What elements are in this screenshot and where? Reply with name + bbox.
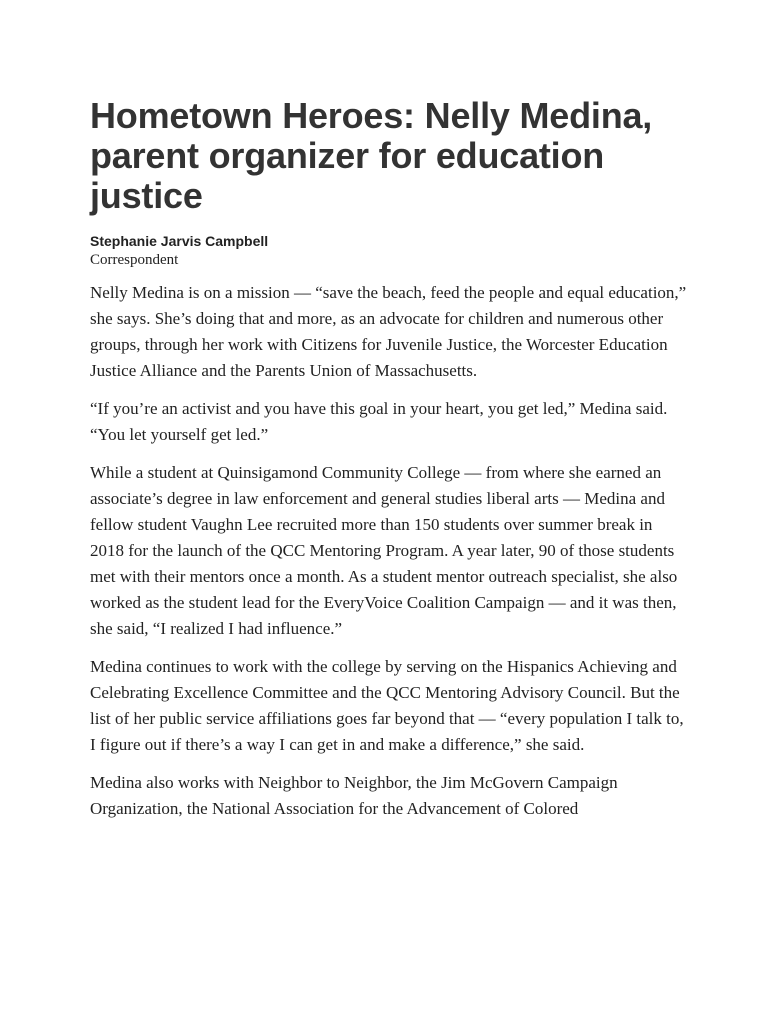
paragraph: Medina continues to work with the college by serving on the Hispanics Achieving and Celebrating Excellence Committee and the QCC Mentoring Advisory Council. But the list of her public service affiliations goes far beyond that — “every population I talk to, I figure out if there’s a way I can get in and make a difference,” she said. [90,657,684,754]
paragraph: Medina also works with Neighbor to Neighbor, the Jim McGovern Campaign Organization, the National Association for the Advancement of Colored [90,773,618,818]
byline [90,232,690,270]
author-name: Stephanie Jarvis Campbell [90,233,269,249]
paragraph: While a student at Quinsigamond Community College — from where she earned an associate’s degree in law enforcement and general studies liberal arts — Medina and fellow student Vaughn Lee recruited more than 150 students over summer break in 2018 for the launch of the QCC Mentoring Program. A year later, 90 of those students met with their mentors once a month. As a student mentor outreach specialist, she also worked as the student lead for the EveryVoice Coalition Campaign — and it was then, she said, “I realized I had influence.” [90,463,678,638]
article-headline: Hometown Heroes: Nelly Medina, parent organizer for education justice [90,95,653,216]
article [90,96,690,834]
paragraph: Nelly Medina is on a mission — “save the beach, feed the people and equal education,” she says. She’s doing that and more, as an advocate for children and numerous other groups, through her work with Citizens for Juvenile Justice, the Worcester Education Justice Alliance and the Parents Union of Massachusetts. [90,283,687,380]
author-role: Correspondent [90,252,179,268]
article-body [90,280,690,822]
paragraph: “If you’re an activist and you have this goal in your heart, you get led,” Medina said. “You let yourself get led.” [90,399,668,444]
